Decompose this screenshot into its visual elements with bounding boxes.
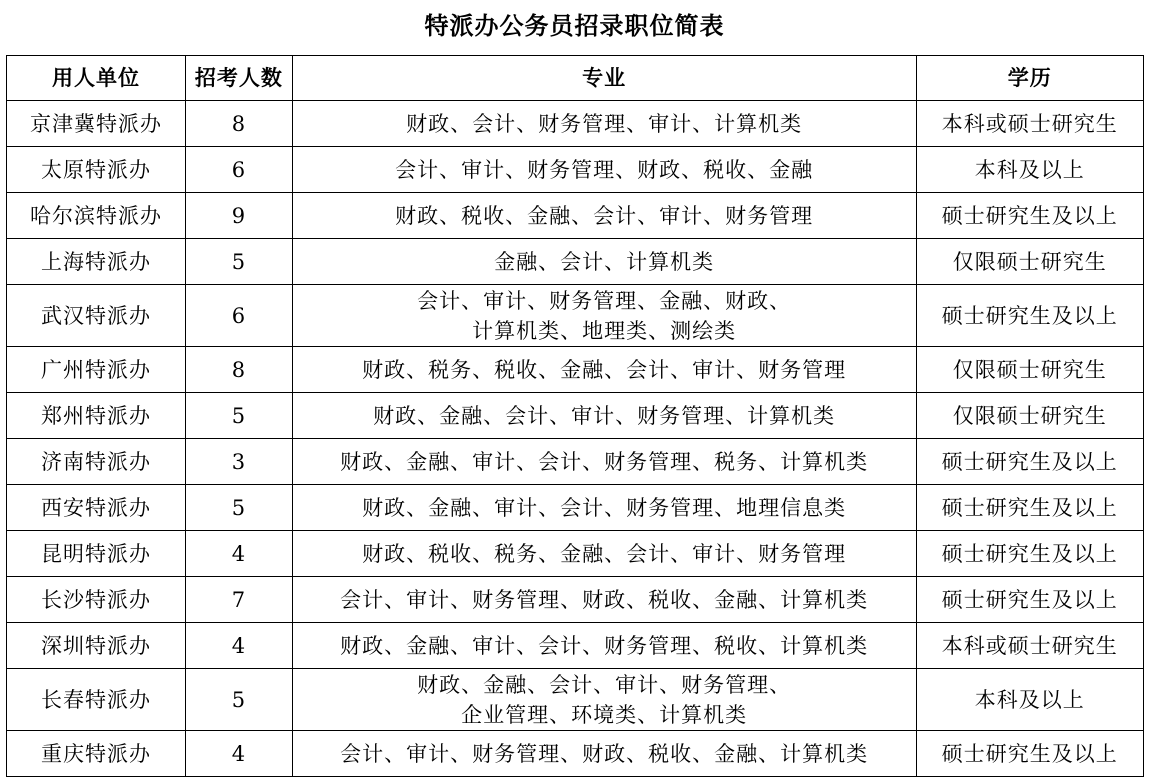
major-line: 财政、金融、审计、会计、财务管理、税务、计算机类: [340, 449, 869, 474]
cell-major: [292, 147, 916, 193]
table-row: [7, 101, 1144, 147]
major-line: 金融、会计、计算机类: [494, 249, 715, 274]
table-row: [7, 731, 1144, 777]
table-row: [7, 485, 1144, 531]
cell-count: 8: [186, 101, 293, 147]
cell-count: 3: [186, 439, 293, 485]
cell-unit: 广州特派办: [7, 347, 186, 393]
table-header: [7, 56, 1144, 101]
cell-education: 硕士研究生及以上: [916, 485, 1143, 531]
cell-count: 5: [186, 393, 293, 439]
table-row: [7, 347, 1144, 393]
cell-education: 仅限硕士研究生: [916, 393, 1143, 439]
cell-unit: 长沙特派办: [7, 577, 186, 623]
cell-major: [292, 193, 916, 239]
major-line: 财政、金融、会计、审计、财务管理、计算机类: [373, 403, 836, 428]
cell-education: 硕士研究生及以上: [916, 193, 1143, 239]
cell-unit: 西安特派办: [7, 485, 186, 531]
major-line: 会计、审计、财务管理、财政、税收、金融、计算机类: [340, 587, 869, 612]
header-row: [7, 56, 1144, 101]
cell-count: 4: [186, 623, 293, 669]
major-line: 财政、会计、财务管理、审计、计算机类: [406, 111, 803, 136]
positions-table: [6, 55, 1144, 777]
cell-count: 6: [186, 147, 293, 193]
cell-education: 本科及以上: [916, 147, 1143, 193]
cell-major: [292, 669, 916, 731]
cell-unit: 京津冀特派办: [7, 101, 186, 147]
header-count: 招考人数: [186, 56, 293, 101]
table-row: [7, 669, 1144, 731]
cell-education: 硕士研究生及以上: [916, 285, 1143, 347]
cell-education: 硕士研究生及以上: [916, 531, 1143, 577]
cell-count: 4: [186, 531, 293, 577]
cell-unit: 上海特派办: [7, 239, 186, 285]
cell-education: 本科或硕士研究生: [916, 101, 1143, 147]
table-row: [7, 393, 1144, 439]
cell-education: 硕士研究生及以上: [916, 577, 1143, 623]
cell-major: [292, 285, 916, 347]
cell-unit: 郑州特派办: [7, 393, 186, 439]
cell-count: 6: [186, 285, 293, 347]
cell-education: 硕士研究生及以上: [916, 439, 1143, 485]
cell-education: 硕士研究生及以上: [916, 731, 1143, 777]
table-row: [7, 285, 1144, 347]
table-row: [7, 147, 1144, 193]
cell-unit: 重庆特派办: [7, 731, 186, 777]
table-body: [7, 101, 1144, 777]
cell-count: 5: [186, 669, 293, 731]
header-major: 专业: [292, 56, 916, 101]
major-line: 财政、税务、税收、金融、会计、审计、财务管理: [362, 357, 847, 382]
cell-count: 8: [186, 347, 293, 393]
cell-major: [292, 531, 916, 577]
cell-count: 5: [186, 239, 293, 285]
header-unit: 用人单位: [7, 56, 186, 101]
cell-major: [292, 731, 916, 777]
table-row: [7, 239, 1144, 285]
cell-unit: 长春特派办: [7, 669, 186, 731]
page-title: 特派办公务员招录职位简表: [424, 12, 725, 40]
major-line: 计算机类、地理类、测绘类: [472, 318, 737, 343]
major-line: 会计、审计、财务管理、财政、税收、金融: [395, 157, 814, 182]
cell-unit: 哈尔滨特派办: [7, 193, 186, 239]
cell-major: [292, 347, 916, 393]
cell-education: 仅限硕士研究生: [916, 239, 1143, 285]
cell-major: [292, 101, 916, 147]
cell-count: 5: [186, 485, 293, 531]
major-line: 财政、金融、审计、会计、财务管理、地理信息类: [362, 495, 847, 520]
cell-count: 9: [186, 193, 293, 239]
major-line: 企业管理、环境类、计算机类: [461, 702, 748, 727]
cell-major: [292, 577, 916, 623]
cell-unit: 武汉特派办: [7, 285, 186, 347]
major-line: 财政、金融、审计、会计、财务管理、税收、计算机类: [340, 633, 869, 658]
major-line: 财政、金融、会计、审计、财务管理、: [417, 672, 792, 697]
table-row: [7, 193, 1144, 239]
cell-major: [292, 485, 916, 531]
table-row: [7, 439, 1144, 485]
cell-unit: 深圳特派办: [7, 623, 186, 669]
cell-education: 本科或硕士研究生: [916, 623, 1143, 669]
cell-major: [292, 393, 916, 439]
cell-major: [292, 239, 916, 285]
major-line: 会计、审计、财务管理、财政、税收、金融、计算机类: [340, 741, 869, 766]
cell-count: 7: [186, 577, 293, 623]
cell-unit: 济南特派办: [7, 439, 186, 485]
header-education: 学历: [916, 56, 1143, 101]
cell-education: 仅限硕士研究生: [916, 347, 1143, 393]
cell-major: [292, 623, 916, 669]
major-line: 会计、审计、财务管理、金融、财政、: [417, 288, 792, 313]
cell-education: 本科及以上: [916, 669, 1143, 731]
table-row: [7, 577, 1144, 623]
major-line: 财政、税收、税务、金融、会计、审计、财务管理: [362, 541, 847, 566]
table-row: [7, 531, 1144, 577]
cell-unit: 昆明特派办: [7, 531, 186, 577]
major-line: 财政、税收、金融、会计、审计、财务管理: [395, 203, 814, 228]
cell-unit: 太原特派办: [7, 147, 186, 193]
table-row: [7, 623, 1144, 669]
cell-major: [292, 439, 916, 485]
cell-count: 4: [186, 731, 293, 777]
